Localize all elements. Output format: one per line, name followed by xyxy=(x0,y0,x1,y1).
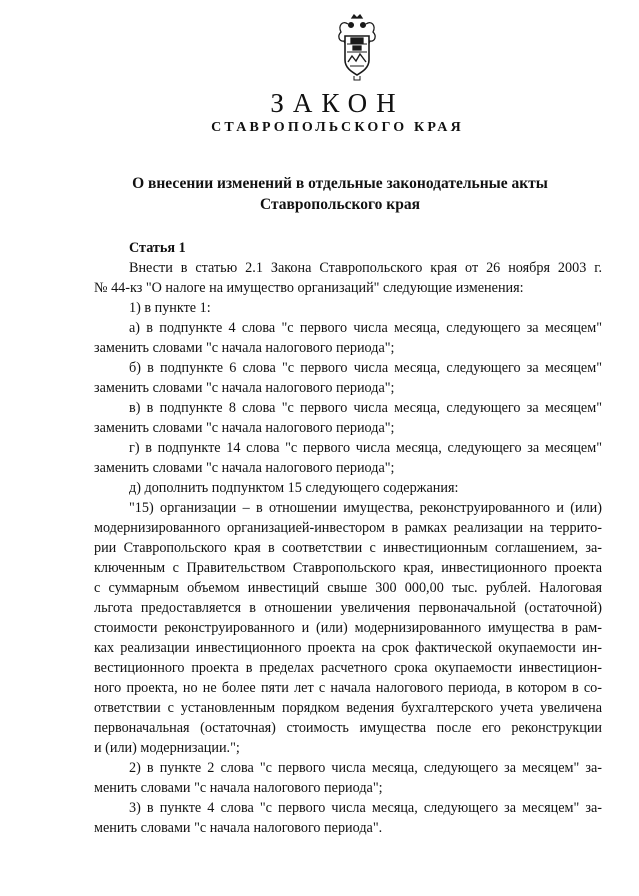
text-line: рии Ставропольского края в соответствии с инвестиционным соглашением, за- xyxy=(94,540,602,556)
text-line: ного проекта, но не более пяти лет с начала налогового периода, в котором в со- xyxy=(94,680,602,696)
text-line: заменить словами "с начала налогового периода"; xyxy=(94,380,395,396)
document-heading xyxy=(110,173,570,215)
text-line: "15) организации – в отношении имущества, реконструированного и (или) xyxy=(129,500,602,516)
text-line: 3) в пункте 4 слова "с первого числа месяца, следующего за месяцем" за- xyxy=(129,800,602,816)
article-title: Статья 1 xyxy=(129,240,186,256)
text-line: менить словами "с начала налогового периода". xyxy=(94,820,383,836)
law-title: ЗАКОН xyxy=(270,88,405,118)
text-line: ответствии с установленным порядком ведения бухгалтерского учета увеличена xyxy=(94,700,602,716)
text-line: г) в подпункте 14 слова "с первого числа месяца, следующего за месяцем" xyxy=(129,440,602,456)
law-region-subtitle: СТАВРОПОЛЬСКОГО КРАЯ xyxy=(211,120,464,135)
text-line: менить словами "с начала налогового периода"; xyxy=(94,780,383,796)
text-line: а) в подпункте 4 слова "с первого числа месяца, следующего за месяцем" xyxy=(129,320,602,336)
text-line: д) дополнить подпунктом 15 следующего содержания: xyxy=(129,480,459,496)
heading-line: Ставропольского края xyxy=(260,196,420,213)
text-line: и (или) модернизации."; xyxy=(94,740,240,756)
text-line: в) в подпункте 8 слова "с первого числа месяца, следующего за месяцем" xyxy=(129,400,602,416)
text-line: заменить словами "с начала налогового периода"; xyxy=(94,340,395,356)
text-line: ключенным с Правительством Ставропольского края, инвестиционного проекта xyxy=(94,560,602,576)
document-body xyxy=(94,238,602,838)
text-line: стоимости реконструированного и (или) модернизированного имущества в рам- xyxy=(94,620,602,636)
text-line: № 44-кз "О налоге на имущество организаций" следующие изменения: xyxy=(94,280,524,296)
text-line: модернизированного организацией-инвестором в рамках реализации на террито- xyxy=(94,520,602,536)
text-line: с суммарным объемом инвестиций свыше 300 000,00 тыс. рублей. Налоговая xyxy=(94,580,602,596)
text-line: первоначальная (остаточная) стоимость имущества после его реконструкции xyxy=(94,720,602,736)
text-line: льгота предоставляется в отношении увеличения первоначальной (остаточной) xyxy=(94,600,602,616)
text-line: заменить словами "с начала налогового периода"; xyxy=(94,460,395,476)
text-line: вестиционного проекта в пределах расчетного срока окупаемости инвестицион- xyxy=(94,660,602,676)
text-line: заменить словами "с начала налогового периода"; xyxy=(94,420,395,436)
text-line: 1) в пункте 1: xyxy=(129,300,211,316)
heading-line: О внесении изменений в отдельные законодательные акты xyxy=(132,175,548,192)
text-line: Внести в статью 2.1 Закона Ставропольского края от 26 ноября 2003 г. xyxy=(129,260,602,276)
text-line: б) в подпункте 6 слова "с первого числа месяца, следующего за месяцем" xyxy=(129,360,602,376)
text-line: 2) в пункте 2 слова "с первого числа месяца, следующего за месяцем" за- xyxy=(129,760,602,776)
text-line: ках реализации инвестиционного проекта на срок фактической окупаемости ин- xyxy=(94,640,602,656)
coat-of-arms-emblem xyxy=(334,14,380,84)
